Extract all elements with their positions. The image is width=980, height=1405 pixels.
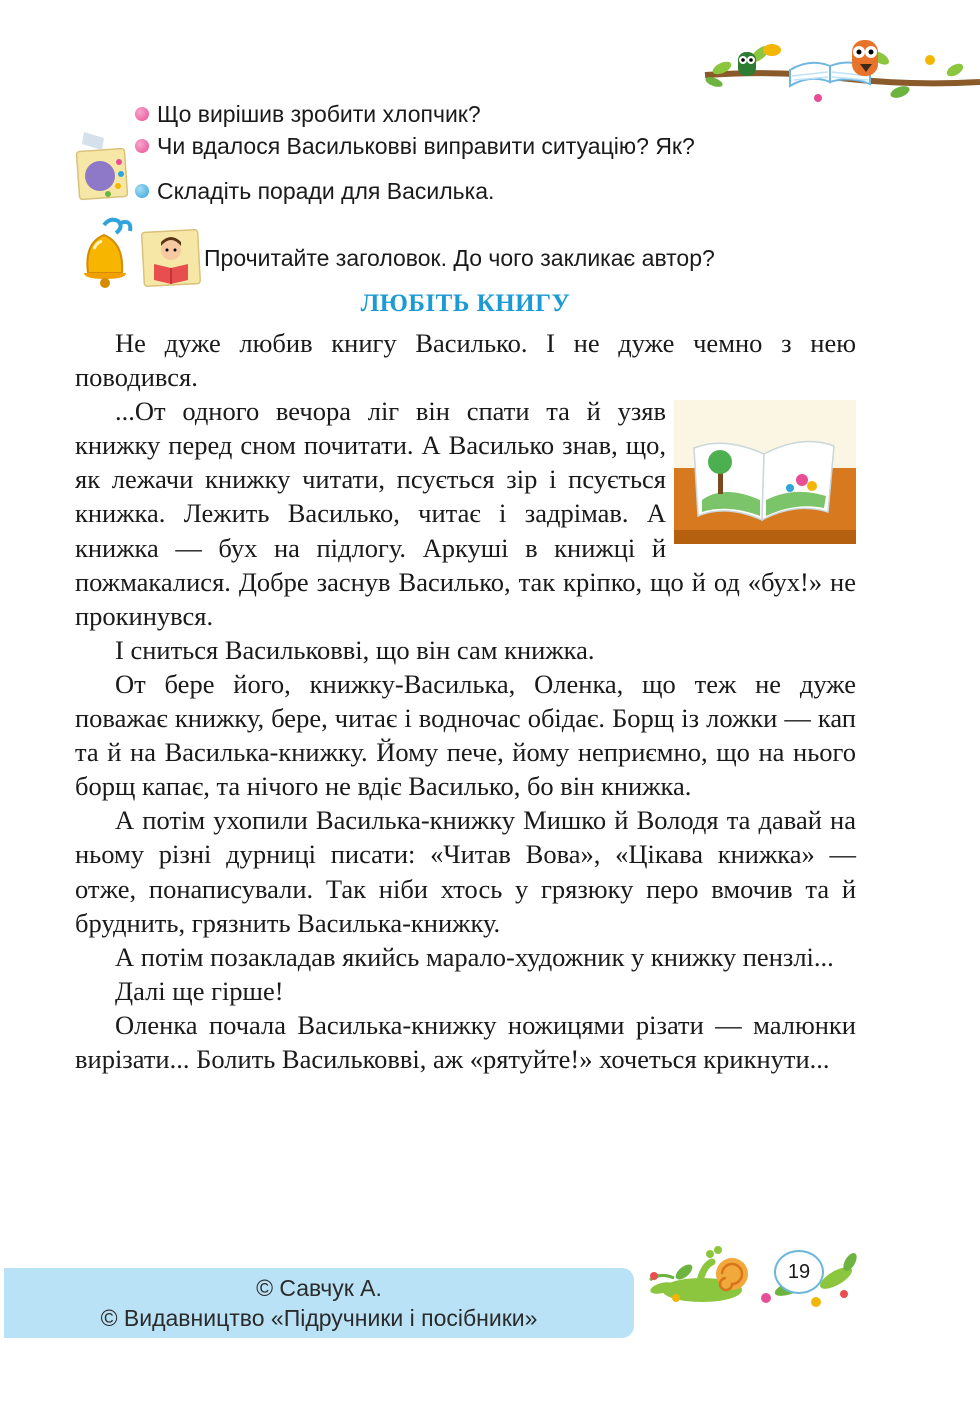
question-item bbox=[135, 130, 855, 162]
story-paragraph: От бере його, книжку-Василька, Оленка, що теж не дуже поважає книжку, бере, читає і водночас обідає. Борщ із ложки — кап та й на Василька-книжку. Йому пече, йому неприємно, що на нього борщ капає, та нічого не вдіє Василько, бо він книжка. bbox=[75, 668, 856, 802]
page-number: 19 bbox=[774, 1250, 824, 1294]
sticky-note-icon bbox=[74, 128, 130, 202]
reading-task: Прочитайте заголовок. До чого закликає автор? bbox=[204, 245, 715, 271]
pink-bullet-icon bbox=[135, 107, 149, 121]
bell-icon bbox=[74, 215, 136, 289]
question-text: Що вирішив зробити хлопчик? bbox=[157, 101, 481, 127]
blue-bullet-icon bbox=[135, 184, 149, 198]
story-paragraph: А потім позакладав якийсь марало-художник у книжку пензлі... bbox=[115, 941, 834, 972]
story-paragraph: І сниться Васильковві, що він сам книжка. bbox=[115, 634, 595, 665]
story-paragraph: Оленка почала Василька-книжку ножицями різати — малюнки вирізати... Болить Васильковві, аж «рятуйте!» хочеться крикнути... bbox=[75, 1009, 856, 1074]
open-book-illustration bbox=[674, 400, 856, 544]
boy-reading-icon bbox=[140, 228, 202, 288]
story-paragraph: ...От одного вечора ліг він спати та й узяв книжку перед сном почитати. А Василько знав, що, як лежачи книжку читати, псується зір і псується книжка. Лежить Василько, читає і задрімав. А книжка — бух на підлогу. Аркуші в книжці й пожмакалися. Добре заснув Василько, так кріпко, що й од «бух!» не прокинувся. bbox=[75, 396, 856, 631]
copyright-band bbox=[4, 1268, 634, 1338]
copyright-publisher: © Видавництво «Підручники і посібники» bbox=[100, 1305, 538, 1331]
question-item bbox=[135, 175, 855, 207]
question-text: Чи вдалося Васильковві виправити ситуацію? Як? bbox=[157, 133, 695, 159]
story-paragraph: Не дуже любив книгу Василько. І не дуже чемно з нею поводився. bbox=[75, 328, 856, 393]
story-paragraph: А потім ухопили Василька-книжку Мишко й Володя та давай на ньому різні дурниці писати: «Читав Вова», «Цікава книжка» — отже, понаписували. Так ніби хтось у грязюку перо вмочив та й бруднить, грязнить Василька-книжку. bbox=[75, 805, 856, 938]
story-paragraph: Далі ще гірше! bbox=[115, 975, 284, 1006]
story-title: ЛЮБІТЬ КНИГУ bbox=[360, 290, 571, 317]
snail-flowers-icon bbox=[640, 1232, 862, 1312]
story-text bbox=[75, 326, 856, 1076]
question-item bbox=[135, 98, 855, 130]
copyright-author: © Савчук А. bbox=[256, 1275, 382, 1301]
question-text: Складіть поради для Василька. bbox=[157, 178, 495, 204]
pink-bullet-icon bbox=[135, 139, 149, 153]
questions-list bbox=[135, 98, 855, 207]
